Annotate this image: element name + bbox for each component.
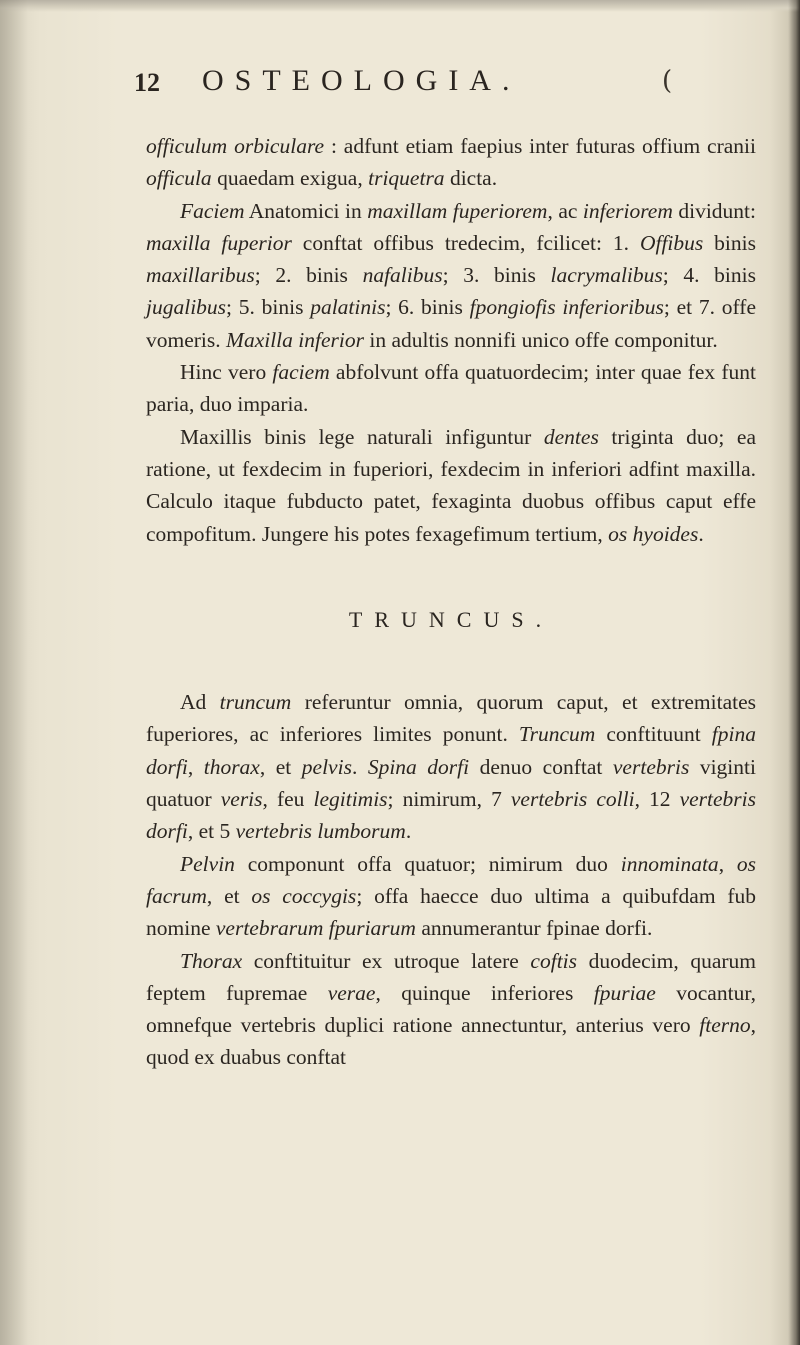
body-text [146, 130, 756, 1074]
header-mark: ( [662, 66, 673, 96]
page-right-edge [788, 0, 800, 1345]
running-title: OSTEOLOGIA. [202, 64, 521, 97]
paragraph-thorax: Thorax conftituitur ex utroque latere coftis duodecim, quarum feptem fupremae verae, quinque inferiores fpuriae vocantur, omnefque vertebris duplici ratione annectuntur, anterius vero fterno, quod ex duabus conftat [146, 948, 756, 1070]
paragraph-ad-truncum: Ad truncum referuntur omnia, quorum caput, et extremitates fuperiores, ac inferiores limites ponunt. Truncum conftituunt fpina dorfi, thorax, et pelvis. Spina dorfi denuo conftat vertebris viginti quatuor veris, feu legitimis; nimirum, 7 vertebris colli, 12 vertebris dorfi, et 5 vertebris lumborum. [146, 690, 757, 844]
paragraph-ossiculum: officulum orbiculare : adfunt etiam faepius inter futuras offium cranii officula quaedam exigua, triquetra dicta. [146, 134, 756, 191]
paragraph-pelvin: Pelvin componunt offa quatuor; nimirum duo innominata, os facrum, et os coccygis; offa haecce duo ultima a quibufdam fub nomine vertebrarum fpuriarum annumerantur fpinae dorfi. [146, 851, 757, 941]
page-number: 12 [134, 68, 160, 97]
paragraph-hinc: Hinc vero faciem abfolvunt offa quatuordecim; inter quae fex funt paria, duo imparia. [146, 360, 757, 417]
running-header [134, 64, 673, 104]
paragraph-faciem: Faciem Anatomici in maxillam fuperiorem, ac inferiorem dividunt: maxilla fuperior conftat offibus tredecim, fcilicet: 1. Offibus binis maxillaribus; 2. binis nafalibus; 3. binis lacrymalibus; 4. binis jugalibus; 5. binis palatinis; 6. binis fpongiofis inferioribus; et 7. offe vomeris. Maxilla inferior in adultis nonnifi unico offe componitur. [146, 198, 757, 352]
paragraph-maxillis: Maxillis binis lege naturali infiguntur dentes triginta duo; ea ratione, ut fexdecim in fuperiori, fexdecim in inferiori adfint maxilla. Calculo itaque fubducto patet, fexaginta duobus offibus caput effe compofitum. Jungere his potes fexagefimum tertium, os hyoides. [146, 424, 756, 546]
page-gutter-shadow [0, 0, 28, 1345]
page-top-edge [0, 0, 800, 12]
section-title-truncus: TRUNCUS. [348, 606, 554, 632]
